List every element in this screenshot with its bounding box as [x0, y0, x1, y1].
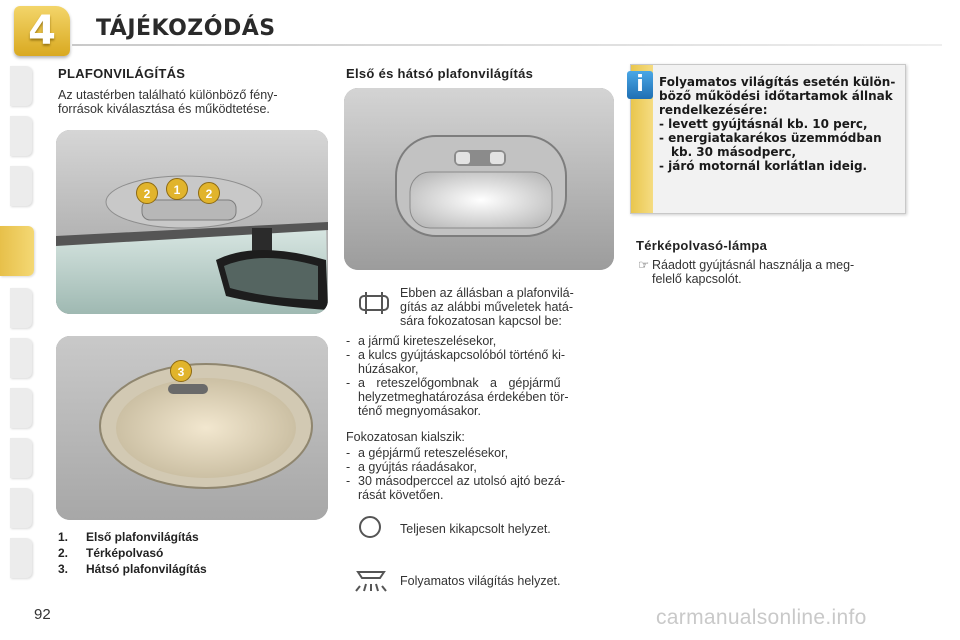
off-heading: Fokozatosan kialszik:: [346, 430, 465, 444]
on-conditions-list: [346, 334, 616, 418]
marker-2: 2: [136, 182, 158, 204]
rear-light-photo: [56, 336, 328, 520]
info-line: - járó motornál korlátlan ideig.: [659, 159, 868, 173]
light-toggle-door-icon: [354, 288, 394, 318]
list-item: - a gépjármű reteszelésekor,: [346, 446, 509, 460]
list-item: húzásakor,: [358, 362, 419, 376]
list-item: - 30 másodperccel az utolsó ajtó bezá-: [346, 474, 566, 488]
list-item: - a kulcs gyújtáskapcsolóból történő ki-: [346, 348, 566, 362]
page-title: TÁJÉKOZÓDÁS: [96, 16, 276, 41]
map-light-heading: Térképolvasó-lámpa: [636, 238, 768, 253]
map-light-text: [652, 258, 908, 286]
on-position-text: Folyamatos világítás helyzet.: [400, 574, 561, 588]
marker-2: 2: [198, 182, 220, 204]
chapter-tab[interactable]: [10, 116, 32, 156]
marker-1: 1: [166, 178, 188, 200]
info-line: Folyamatos világítás esetén külön-: [659, 75, 896, 89]
map-light-line: Ráadott gyújtásnál használja a meg-: [652, 258, 855, 272]
info-line: böző működési időtartamok állnak: [659, 89, 893, 103]
legend-item: 1. Első plafonvilágítás: [58, 530, 199, 544]
rear-light-illustration: [56, 336, 328, 520]
off-position-text: Teljesen kikapcsolt helyzet.: [400, 522, 551, 536]
section-heading: PLAFONVILÁGÍTÁS: [58, 66, 186, 81]
intro-line: források kiválasztása és működtetése.: [58, 102, 270, 116]
chapter-badge: 4: [14, 6, 70, 56]
marker-3: 3: [170, 360, 192, 382]
front-light-photo: [56, 130, 328, 314]
info-line: rendelkezésére:: [659, 103, 768, 117]
ceiling-light-photo: [344, 88, 614, 270]
door-mode-text: [400, 286, 616, 328]
door-mode-line: Ebben az állásban a plafonvilá-: [400, 286, 574, 300]
chapter-tab[interactable]: [10, 488, 32, 528]
chapter-tab[interactable]: [10, 338, 32, 378]
chapter-tab[interactable]: [10, 166, 32, 206]
list-item: helyzetmeghatározása érdekében tör-: [358, 390, 569, 404]
door-mode-line: gítás az alábbi műveletek hatá-: [400, 300, 574, 314]
off-conditions-list: [346, 446, 616, 502]
door-mode-line: sára fokozatosan kapcsol be:: [400, 314, 562, 328]
info-box: [630, 64, 906, 214]
list-item: rását követően.: [358, 488, 444, 502]
light-off-icon: [354, 512, 394, 542]
front-console-illustration: [56, 130, 328, 314]
info-line: - levett gyújtásnál kb. 10 perc,: [659, 117, 868, 131]
info-icon: i: [627, 71, 653, 99]
watermark: carmanualsonline.info: [656, 606, 867, 629]
chapter-tab[interactable]: [10, 288, 32, 328]
page-number: 92: [34, 606, 51, 623]
legend-item: 2. Térképolvasó: [58, 546, 164, 560]
list-item: - a reteszelőgombnak a gépjármű: [346, 376, 561, 390]
chapter-tab[interactable]: [10, 438, 32, 478]
map-light-line: felelő kapcsolót.: [652, 272, 742, 286]
info-line: - energiatakarékos üzemmódban: [659, 131, 882, 145]
chapter-tab[interactable]: [10, 388, 32, 428]
legend-item: 3. Hátsó plafonvilágítás: [58, 562, 207, 576]
list-item: - a gyújtás ráadásakor,: [346, 460, 477, 474]
chapter-tab-active[interactable]: [0, 226, 34, 276]
light-on-icon: [352, 564, 392, 594]
ceiling-lamp-illustration: [344, 88, 614, 270]
list-item: - a jármű kireteszelésekor,: [346, 334, 497, 348]
intro-text: [58, 88, 328, 116]
list-item: ténő megnyomásakor.: [358, 404, 481, 418]
info-text: [659, 75, 905, 173]
info-line: kb. 30 másodperc,: [671, 145, 797, 159]
section-heading: Első és hátsó plafonvilágítás: [346, 66, 534, 81]
header-divider: [72, 44, 942, 46]
chapter-tab[interactable]: [10, 66, 32, 106]
intro-line: Az utastérben található különböző fény-: [58, 88, 278, 102]
pointing-hand-icon: ☞: [638, 258, 650, 272]
chapter-tab[interactable]: [10, 538, 32, 578]
